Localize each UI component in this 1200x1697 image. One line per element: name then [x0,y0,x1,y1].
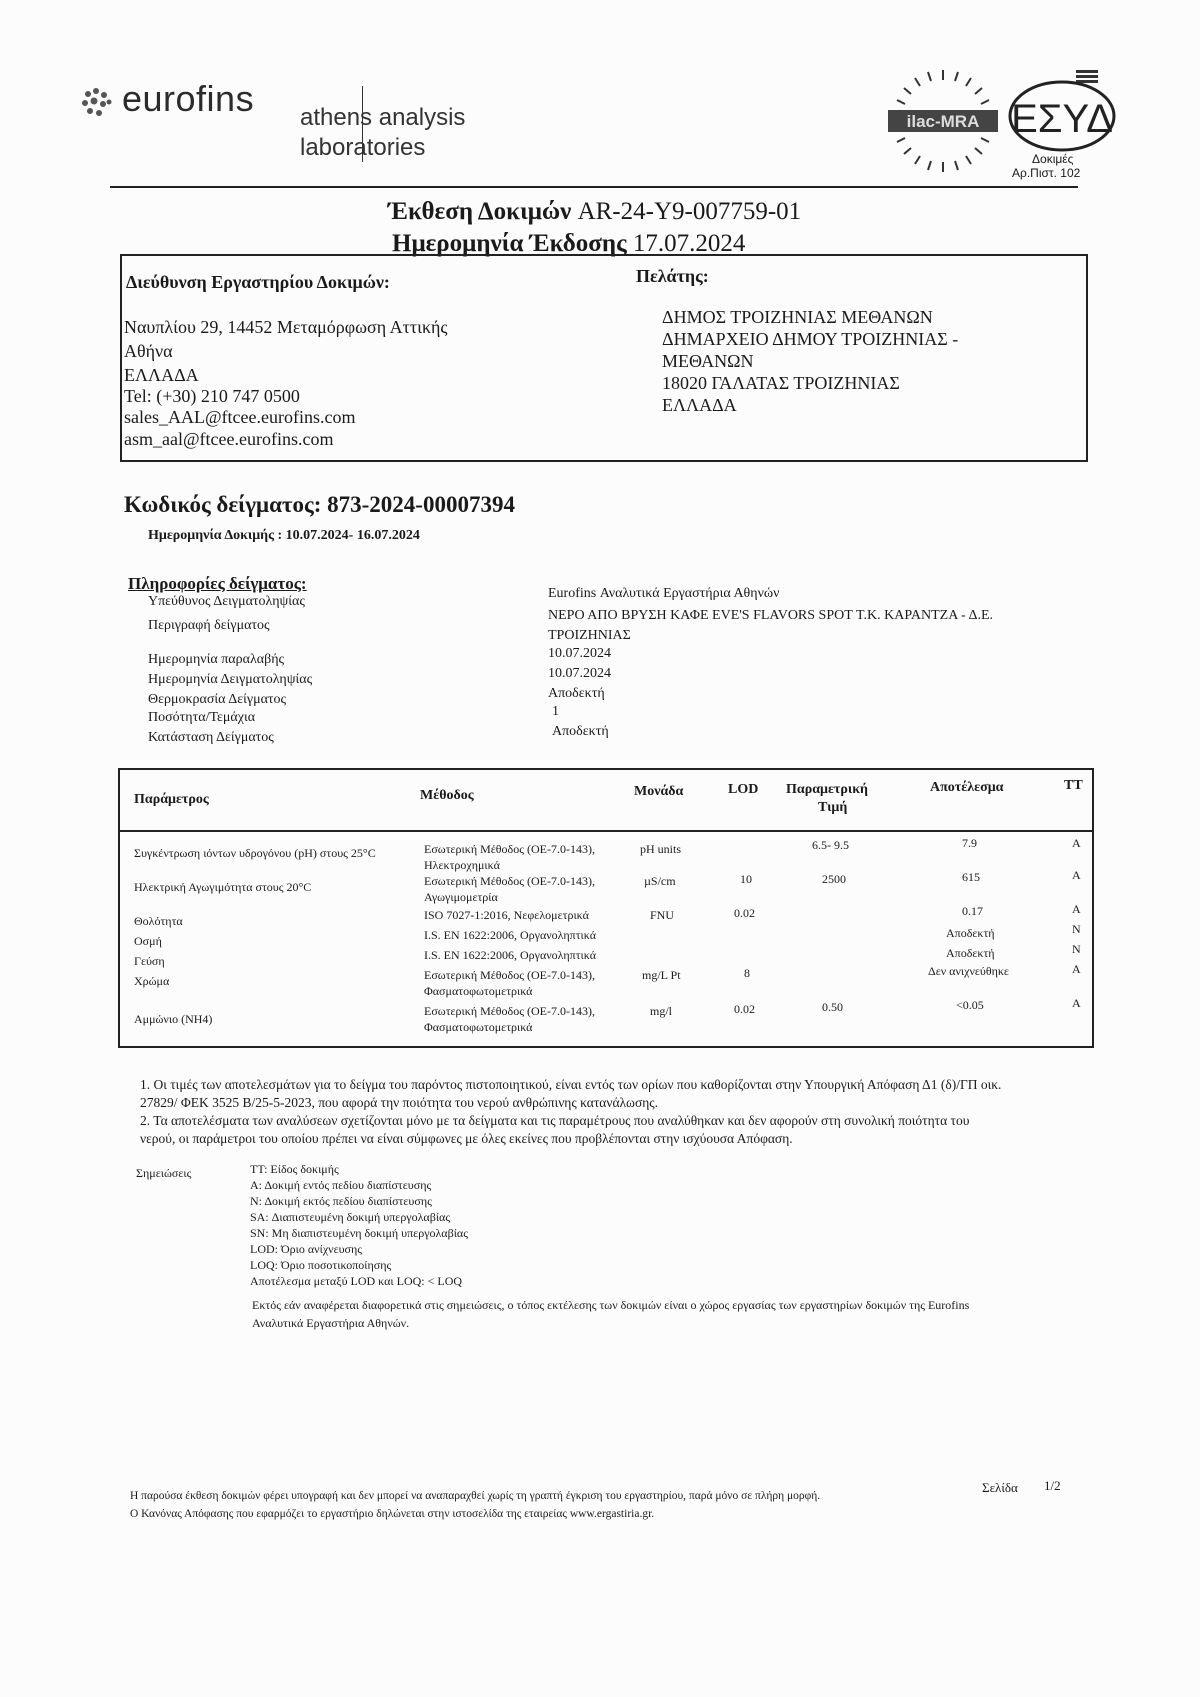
table-row-method-cont: Φασματοφωτομετρικά [424,984,533,998]
table-row-method-cont: Ηλεκτροχημικά [424,858,500,872]
sample-code [124,492,515,518]
legend-item: ΤΤ: Είδος δοκιμής [250,1162,339,1176]
table-row-tt: A [1072,996,1081,1010]
table-row-unit: pH units [640,842,682,856]
lab-subtitle-line1: athens analysis [300,104,466,131]
client-line: ΔΗΜΑΡΧΕΙΟ ΔΗΜΟΥ ΤΡΟΙΖΗΝΙΑΣ - [662,329,959,349]
table-row-method-cont: Αγωγιμομετρία [424,890,498,904]
note-2-line1: 2. Τα αποτελέσματα των αναλύσεων σχετίζονται μόνο με τα δείγματα και τις παραμέτρους που αναλύθηκαν και δεν αφορούν στη συνολική ποιότητα του [140,1113,970,1128]
col-header-tt: ΤΤ [1064,778,1083,793]
table-row-param: Οσμή [134,934,162,948]
table-row-tt: A [1072,962,1081,976]
col-header-parameter: Παράμετρος [134,792,209,807]
info-label: Ποσότητα/Τεμάχια [148,710,256,725]
table-row-unit: mg/l [650,1004,673,1018]
issue-date-label: Ημερομηνία Έκδοσης [392,230,627,257]
legend-item: Α: Δοκιμή εντός πεδίου διαπίστευσης [250,1178,432,1192]
test-date [148,528,420,544]
info-value: Αποδεκτή [548,686,605,701]
info-label: Κατάσταση Δείγματος [148,730,274,745]
col-header-limit-line2: Τιμή [818,800,848,815]
table-row-result: Αποδεκτή [946,926,995,940]
table-row-param: Συγκέντρωση ιόντων υδρογόνου (pH) στους 25°C [134,846,376,860]
legend-item: SA: Διαπιστευμένη δοκιμή υπεργολαβίας [250,1210,451,1224]
esyd-label: Δοκιμές [1032,152,1074,166]
footer-line1: Η παρούσα έκθεση δοκιμών φέρει υπογραφή και δεν μπορεί να αναπαραχθεί χωρίς τη γραπτή έγκριση του εργαστηρίου, παρά μόνο σε πλήρη μορφή. [130,1490,821,1502]
table-row-unit: FNU [650,908,675,922]
info-label: Ημερομηνία Δειγματοληψίας [148,672,313,687]
table-row-tt: N [1072,942,1081,956]
test-location-note-cont: Αναλυτικά Εργαστήρια Αθηνών. [252,1316,410,1330]
info-label: Περιγραφή δείγματος [148,618,270,633]
table-row-tt: A [1072,836,1081,850]
info-value: Αποδεκτή [552,724,609,739]
test-date-label: Ημερομηνία Δοκιμής : [148,528,283,543]
report-number: AR-24-Y9-007759-01 [577,198,802,225]
info-value: Eurofins Αναλυτικά Εργαστήρια Αθηνών [548,586,780,601]
info-value: 1 [552,704,559,719]
lab-address-heading: Διεύθυνση Εργαστηρίου Δοκιμών: [126,272,390,292]
table-row-method: Εσωτερική Μέθοδος (ΟΕ-7.0-143), [424,842,595,856]
col-header-limit: Παραμετρική [786,782,868,797]
info-label: Θερμοκρασία Δείγματος [148,692,287,707]
info-value: ΝΕΡΟ ΑΠΟ ΒΡΥΣΗ ΚΑΦΕ EVE'S FLAVORS SPOT Τ.Κ. ΚΑΡΑΝΤΖΑ - Δ.Ε. [548,608,993,623]
test-date-value: 10.07.2024- 16.07.2024 [285,528,420,543]
col-header-method: Μέθοδος [420,788,474,803]
table-row-limit: 6.5- 9.5 [812,838,849,852]
report-title [388,198,801,226]
lab-address-line: Ναυπλίου 29, 14452 Μεταμόρφωση Αττικής [124,317,448,337]
table-row-method: I.S. EN 1622:2006, Οργανοληπτικά [424,928,596,942]
sample-code-label: Κωδικός δείγματος: [124,492,322,517]
legend-item: Αποτέλεσμα μεταξύ LOD και LOQ: < LOQ [250,1274,463,1288]
client-line: ΜΕΘΑΝΩΝ [662,351,754,371]
table-row-method: Εσωτερική Μέθοδος (ΟΕ-7.0-143), [424,1004,595,1018]
table-row-result: <0.05 [956,998,984,1012]
table-row-limit: 2500 [822,872,846,886]
note-1-line2: 27829/ ΦΕΚ 3525 Β/25-5-2023, που αφορά την ποιότητα του νερού ανθρώπινης κατανάλωσης. [140,1095,659,1110]
lab-email-sales: sales_AAL@ftcee.eurofins.com [124,407,356,427]
table-row-param: Αμμώνιο (NH4) [134,1012,213,1026]
table-row-tt: A [1072,902,1081,916]
table-row-tt: N [1072,922,1081,936]
table-row-param: Ηλεκτρική Αγωγιμότητα στους 20°C [134,880,312,894]
table-row-result: Αποδεκτή [946,946,995,960]
sample-code-value: 873-2024-00007394 [327,492,515,517]
info-value: 10.07.2024 [548,646,611,661]
test-location-note: Εκτός εάν αναφέρεται διαφορετικά στις σημειώσεις, ο τόπος εκτέλεσης των δοκιμών είναι ο χώρος εργασίας των εργαστηρίων δοκιμών της Eurofins [252,1298,970,1312]
legend-label: Σημειώσεις [136,1166,192,1180]
ilac-mra-seal-icon [888,66,998,176]
table-row-param: Γεύση [134,954,165,968]
col-header-lod: LOD [728,782,759,797]
info-value: 10.07.2024 [548,666,611,681]
col-header-result: Αποτέλεσμα [930,780,1004,795]
table-row-result: 0.17 [962,904,983,918]
lab-email-asm: asm_aal@ftcee.eurofins.com [124,429,334,449]
svg-text:ilac-MRA: ilac-MRA [906,112,980,131]
page-label: Σελίδα [982,1480,1018,1495]
table-row-lod: 0.02 [734,906,755,920]
info-label: Ημερομηνία παραλαβής [148,652,285,667]
client-line: ΕΛΛΑΔΑ [662,395,737,415]
table-row-lod: 10 [740,872,752,886]
client-line: 18020 ΓΑΛΑΤΑΣ ΤΡΟΙΖΗΝΙΑΣ [662,373,900,393]
results-table-header-rule [120,830,1092,832]
legend-item: Ν: Δοκιμή εκτός πεδίου διαπίστευσης [250,1194,432,1208]
eurofins-dots-icon [80,86,116,122]
page-number: 1/2 [1044,1478,1061,1493]
table-row-param: Χρώμα [134,974,170,988]
table-row-method-cont: Φασματοφωτομετρικά [424,1020,533,1034]
table-row-unit: mg/L Pt [642,968,681,982]
info-label: Υπεύθυνος Δειγματοληψίας [148,594,305,609]
note-2-line2: νερού, οι παράμετροι του οποίου πρέπει να είναι σύμφωνες με όλες εκείνες που προβλέπονται στην ισχύουσα Απόφαση. [140,1131,793,1146]
legend-item: SN: Μη διαπιστευμένη δοκιμή υπεργολαβίας [250,1226,468,1240]
lab-subtitle-line2: laboratories [300,134,426,161]
table-row-result: 615 [962,870,980,884]
table-row-limit: 0.50 [822,1000,843,1014]
table-row-tt: A [1072,868,1081,882]
sample-info-heading: Πληροφορίες δείγματος: [128,574,307,593]
table-row-unit: µS/cm [644,874,676,888]
table-row-method: Εσωτερική Μέθοδος (ΟΕ-7.0-143), [424,874,595,888]
lab-address-line: Αθήνα [124,341,173,361]
table-row-lod: 8 [744,966,750,980]
legend-item: LOD: Όριο ανίχνευσης [250,1242,363,1256]
results-table [118,768,1094,1048]
header-rule [110,186,1078,188]
table-row-result: 7.9 [962,836,977,850]
esyd-logo-icon [1006,70,1118,160]
esyd-certificate: Αρ.Πιστ. 102 [1012,166,1081,180]
lab-phone: Tel: (+30) 210 747 0500 [124,386,300,406]
table-row-result: Δεν ανιχνεύθηκε [928,964,1009,978]
footer-line2: Ο Κανόνας Απόφασης που εφαρμόζει το εργαστήριο δηλώνεται στην ιστοσελίδα της εταιρείας www.ergastiria.gr. [130,1508,655,1520]
table-row-method: ISO 7027-1:2016, Νεφελομετρικά [424,908,589,922]
lab-address-line: ΕΛΛΑΔΑ [124,365,199,385]
table-row-param: Θολότητα [134,914,183,928]
legend-item: LOQ: Όριο ποσοτικοποίησης [250,1258,392,1272]
table-row-method: Εσωτερική Μέθοδος (ΟΕ-7.0-143), [424,968,595,982]
table-row-method: I.S. EN 1622:2006, Οργανοληπτικά [424,948,596,962]
note-1-line1: 1. Οι τιμές των αποτελεσμάτων για το δείγμα του παρόντος πιστοποιητικού, είναι εντός των ορίων που καθορίζονται στην Υπουργική Απόφαση Δ1 (δ)/ΓΠ οικ. [140,1077,1002,1092]
col-header-unit: Μονάδα [634,784,684,799]
svg-text:ΕΣΥΔ: ΕΣΥΔ [1011,97,1113,141]
client-line: ΔΗΜΟΣ ΤΡΟΙΖΗΝΙΑΣ ΜΕΘΑΝΩΝ [662,307,933,327]
table-row-lod: 0.02 [734,1002,755,1016]
issue-date-value: 17.07.2024 [632,230,746,257]
logo-wordmark: eurofins [122,78,255,119]
info-value-cont: ΤΡΟΙΖΗΝΙΑΣ [548,628,631,643]
report-title-label: Έκθεση Δοκιμών [388,198,572,225]
client-heading: Πελάτης: [636,266,709,286]
